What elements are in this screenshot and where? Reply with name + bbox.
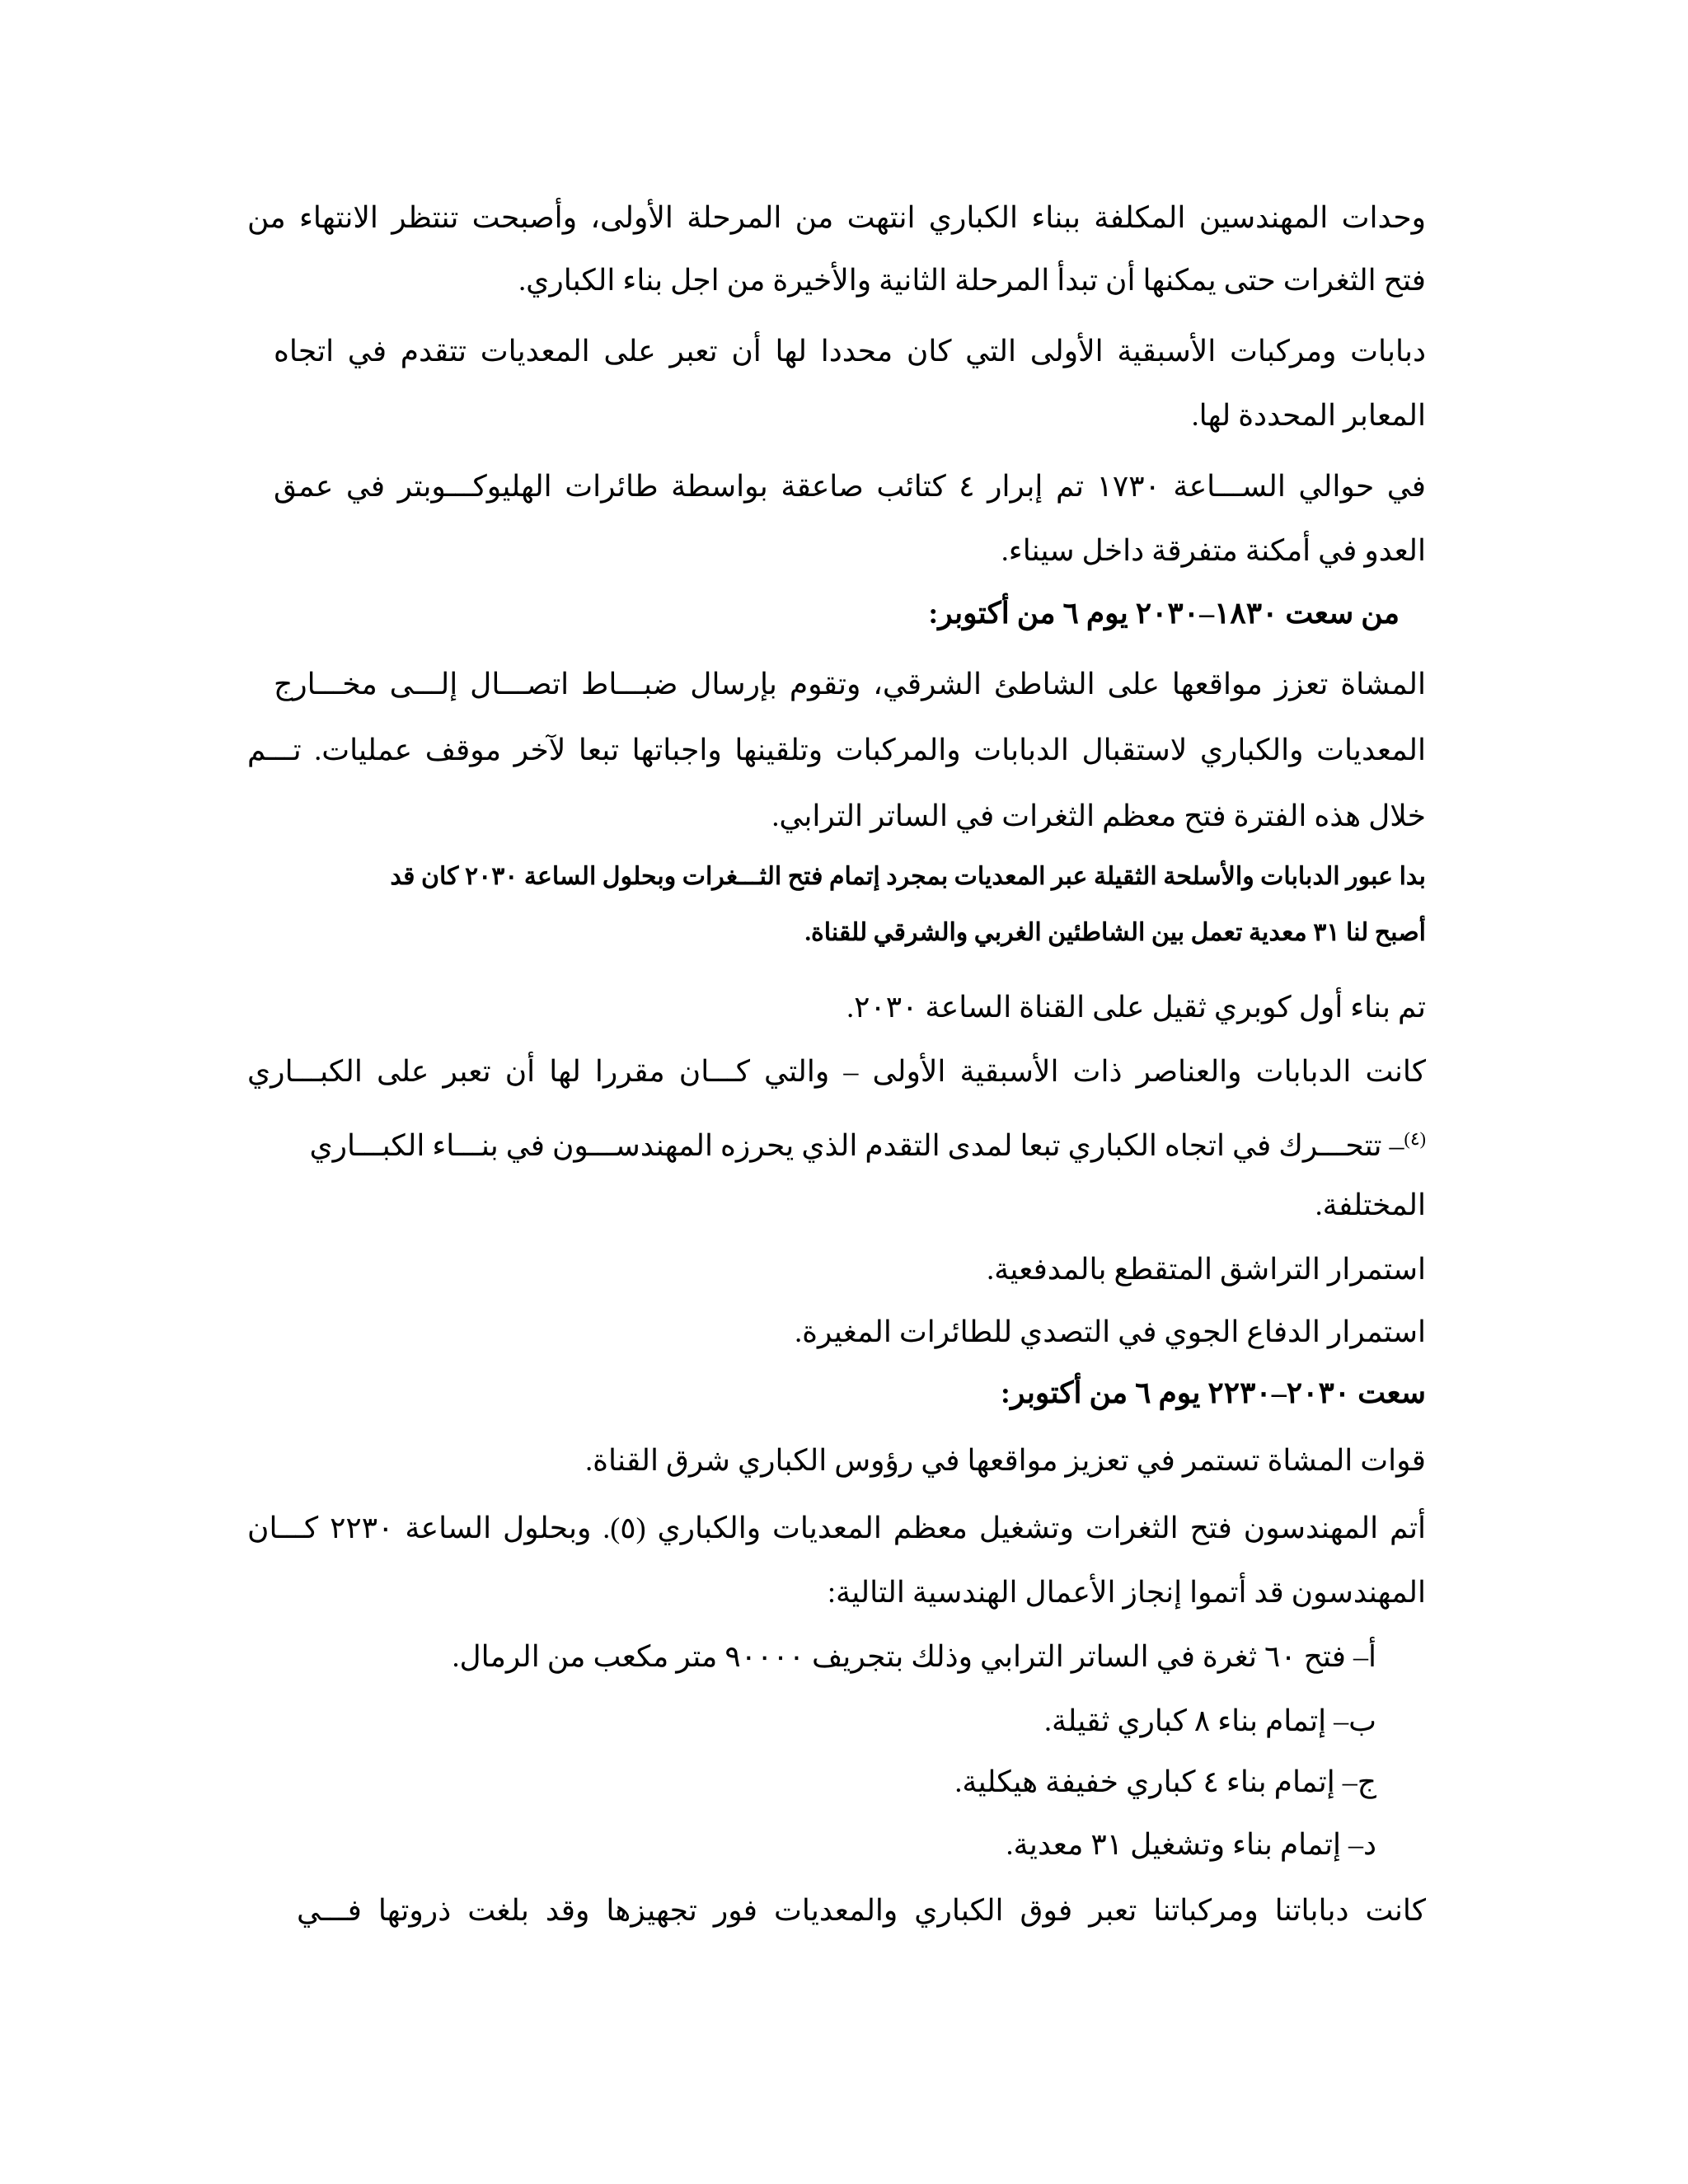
bold-note-line: بدا عبور الدبابات والأسلحة الثقيلة عبر المعديات بمجرد إتمام فتح الثـــغرات وبحلول الساعة ٢٠٣٠ كان قد bbox=[390, 863, 1426, 890]
section-heading: من سعت ١٨٣٠–٢٠٣٠ يوم ٦ من أكتوبر: bbox=[928, 597, 1400, 630]
text-line: دبابات ومركبات الأسبقية الأولى التي كان محددا لها أن تعبر على المعديات تتقدم في اتجاه bbox=[274, 335, 1427, 368]
text-line: المختلفة. bbox=[1315, 1188, 1426, 1221]
bold-note-line: أصبح لنا ٣١ معدية تعمل بين الشاطئين الغربي والشرقي للقناة. bbox=[804, 919, 1426, 946]
text-line: خلال هذه الفترة فتح معظم الثغرات في الساتر الترابي. bbox=[771, 799, 1426, 832]
text-line: تم بناء أول كوبري ثقيل على القناة الساعة ٢٠٣٠. bbox=[846, 991, 1426, 1024]
text-line: – تتحـــرك في اتجاه الكباري تبعا لمدى التقدم الذي يحرزه المهندســـون في بنـــاء الكبـــاري bbox=[309, 1129, 1404, 1162]
list-item: ج– إتمام بناء ٤ كباري خفيفة هيكلية. bbox=[954, 1765, 1376, 1798]
text-line: كانت الدبابات والعناصر ذات الأسبقية الأولى – والتي كـــان مقررا لها أن تعبر على الكبـــاري bbox=[247, 1055, 1426, 1088]
text-line: أتم المهندسون فتح الثغرات وتشغيل معظم المعديات والكباري (٥). وبحلول الساعة ٢٢٣٠ كـــان bbox=[247, 1511, 1426, 1544]
list-item: أ– فتح ٦٠ ثغرة في الساتر الترابي وذلك بتجريف ٩٠٠٠٠ متر مكعب من الرمال. bbox=[452, 1640, 1376, 1673]
footnote-ref: (٤) bbox=[1404, 1128, 1426, 1149]
list-item: ب– إتمام بناء ٨ كباري ثقيلة. bbox=[1044, 1704, 1376, 1737]
text-line-with-footnote bbox=[247, 1119, 1426, 1165]
list-item: د– إتمام بناء وتشغيل ٣١ معدية. bbox=[1006, 1828, 1376, 1861]
text-line: في حوالي الســـاعة ١٧٣٠ تم إبرار ٤ كتائب صاعقة بواسطة طائرات الهليوكـــوبتر في عمق bbox=[274, 470, 1427, 503]
text-line: استمرار الدفاع الجوي في التصدي للطائرات المغيرة. bbox=[795, 1315, 1426, 1348]
section-heading: سعت ٢٠٣٠–٢٢٣٠ يوم ٦ من أكتوبر: bbox=[1001, 1376, 1426, 1409]
text-line: قوات المشاة تستمر في تعزيز مواقعها في رؤوس الكباري شرق القناة. bbox=[585, 1444, 1426, 1477]
text-line: المعديات والكباري لاستقبال الدبابات والمركبات وتلقينها واجباتها تبعا لآخر موقف عمليات. تـــم bbox=[247, 733, 1426, 766]
text-line: كانت دباباتنا ومركباتنا تعبر فوق الكباري والمعديات فور تجهيزها وقد بلغت ذروتها فـــي bbox=[297, 1894, 1426, 1927]
text-line: المعابر المحددة لها. bbox=[1191, 399, 1426, 432]
text-line: المهندسون قد أتموا إنجاز الأعمال الهندسية التالية: bbox=[827, 1576, 1426, 1609]
text-line: المشاة تعزز مواقعها على الشاطئ الشرقي، وتقوم بإرسال ضبـــاط اتصـــال إلـــى مخـــارج bbox=[274, 668, 1426, 701]
text-line: فتح الثغرات حتى يمكنها أن تبدأ المرحلة الثانية والأخيرة من اجل بناء الكباري. bbox=[518, 264, 1426, 297]
text-line: العدو في أمكنة متفرقة داخل سيناء. bbox=[1001, 534, 1426, 567]
text-line: وحدات المهندسين المكلفة ببناء الكباري انتهت من المرحلة الأولى، وأصبحت تنتظر الانتهاء من bbox=[247, 201, 1426, 234]
text-line: استمرار التراشق المتقطع بالمدفعية. bbox=[987, 1253, 1426, 1286]
